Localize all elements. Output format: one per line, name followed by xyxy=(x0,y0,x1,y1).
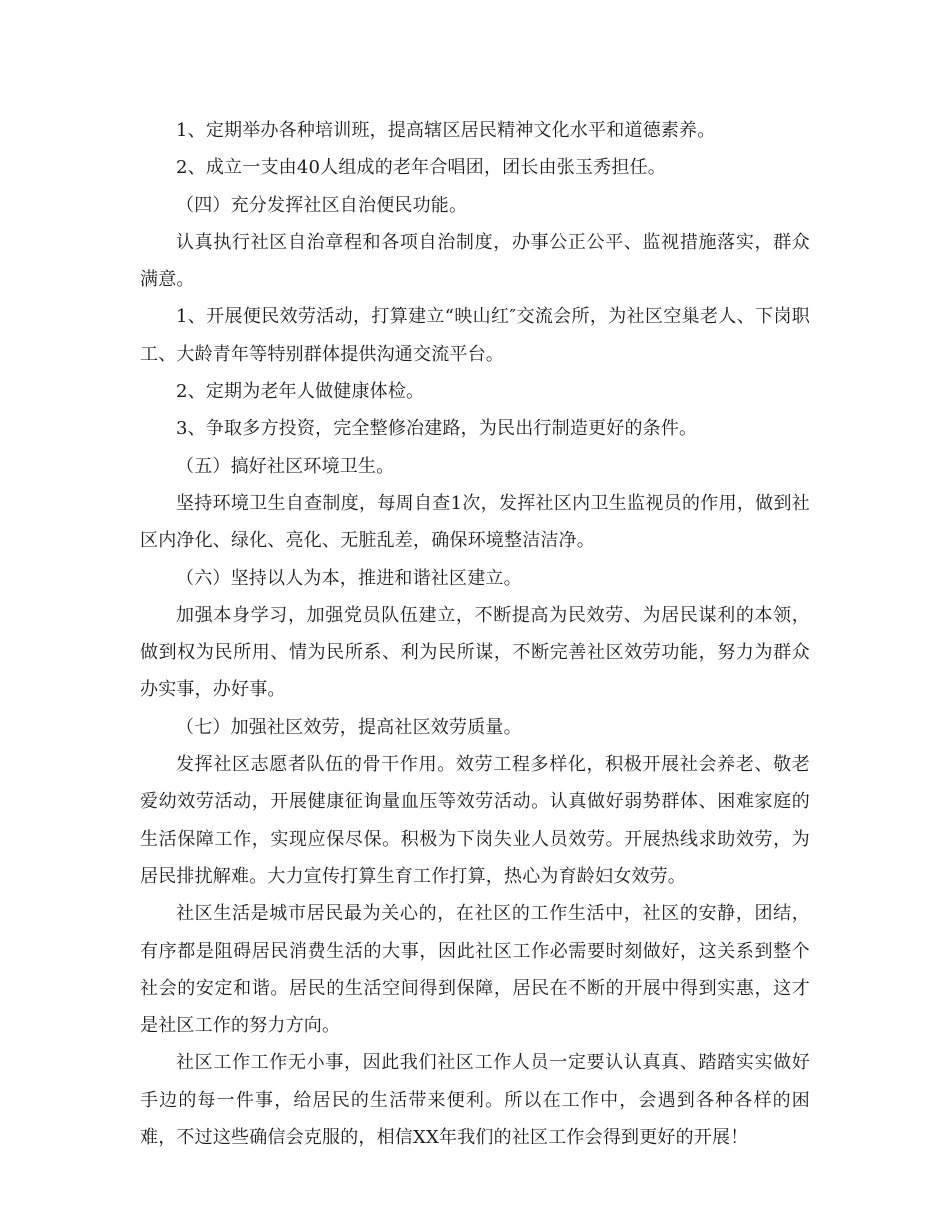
paragraph-hygiene: 坚持环境卫生自查制度，每周自查1次，发挥社区内卫生监视员的作用，做到社区内净化、绿化、亮化、无脏乱差，确保环境整洁洁净。 xyxy=(140,492,810,552)
paragraph-health-check: 2、定期为老年人做健康体检。 xyxy=(176,381,425,403)
document-body xyxy=(140,112,810,1156)
paragraph-community-life: 社区生活是城市居民最为关心的，在社区的工作生活中，社区的安静，团结，有序都是阻碍居民消费生活的大事，因此社区工作必需要时刻做好，这关系到整个社会的安定和谐。居民的生活空间得到保障，居民在不断的开展中得到实惠，这才是社区工作的努力方向。 xyxy=(140,903,810,1037)
paragraph-autonomy: 认真执行社区自治章程和各项自治制度，办事公正公平、监视措施落实，群众满意。 xyxy=(140,231,810,291)
section-heading-5: （五）搞好社区环境卫生。 xyxy=(176,455,395,477)
paragraph-road-repair: 3、争取多方投资，完全整修冶建路，为民出行制造更好的条件。 xyxy=(176,418,698,440)
paragraph-training-classes: 1、定期举办各种培训班，提高辖区居民精神文化水平和道德素养。 xyxy=(176,120,716,141)
section-heading-4: （四）充分发挥社区自治便民功能。 xyxy=(176,194,468,216)
paragraph-study: 加强本身学习，加强党员队伍建立，不断提高为民效劳、为居民谋利的本领，做到权为民所用、情为民所系、利为民所谋，不断完善社区效劳功能，努力为群众办实事，办好事。 xyxy=(140,604,810,701)
section-heading-6: （六）坚持以人为本，推进和谐社区建立。 xyxy=(176,567,522,589)
paragraph-volunteers: 发挥社区志愿者队伍的骨干作用。效劳工程多样化，积极开展社会养老、敬老爱幼效劳活动，开展健康征询量血压等效劳活动。认真做好弱势群体、困难家庭的生活保障工作，实现应保尽保。积极为下岗失业人员效劳。开展热线求助效劳，为居民排扰解难。大力宣传打算生育工作打算，热心为育龄妇女效劳。 xyxy=(140,754,810,887)
paragraph-conclusion: 社区工作工作无小事，因此我们社区工作人员一定要认认真真、踏踏实实做好手边的每一件事，给居民的生活带来便利。所以在工作中，会遇到各种各样的困难，不过这些确信会克服的，相信XX年我们的社区工作会得到更好的开展！ xyxy=(140,1052,810,1149)
paragraph-service-activities: 1、开展便民效劳活动，打算建立“映山红″交流会所，为社区空巢老人、下岗职工、大龄青年等特别群体提供沟通交流平台。 xyxy=(140,306,810,365)
paragraph-choir: 2、成立一支由40人组成的老年合唱团，团长由张玉秀担任。 xyxy=(176,157,666,179)
section-heading-7: （七）加强社区效劳，提高社区效劳质量。 xyxy=(176,716,522,738)
